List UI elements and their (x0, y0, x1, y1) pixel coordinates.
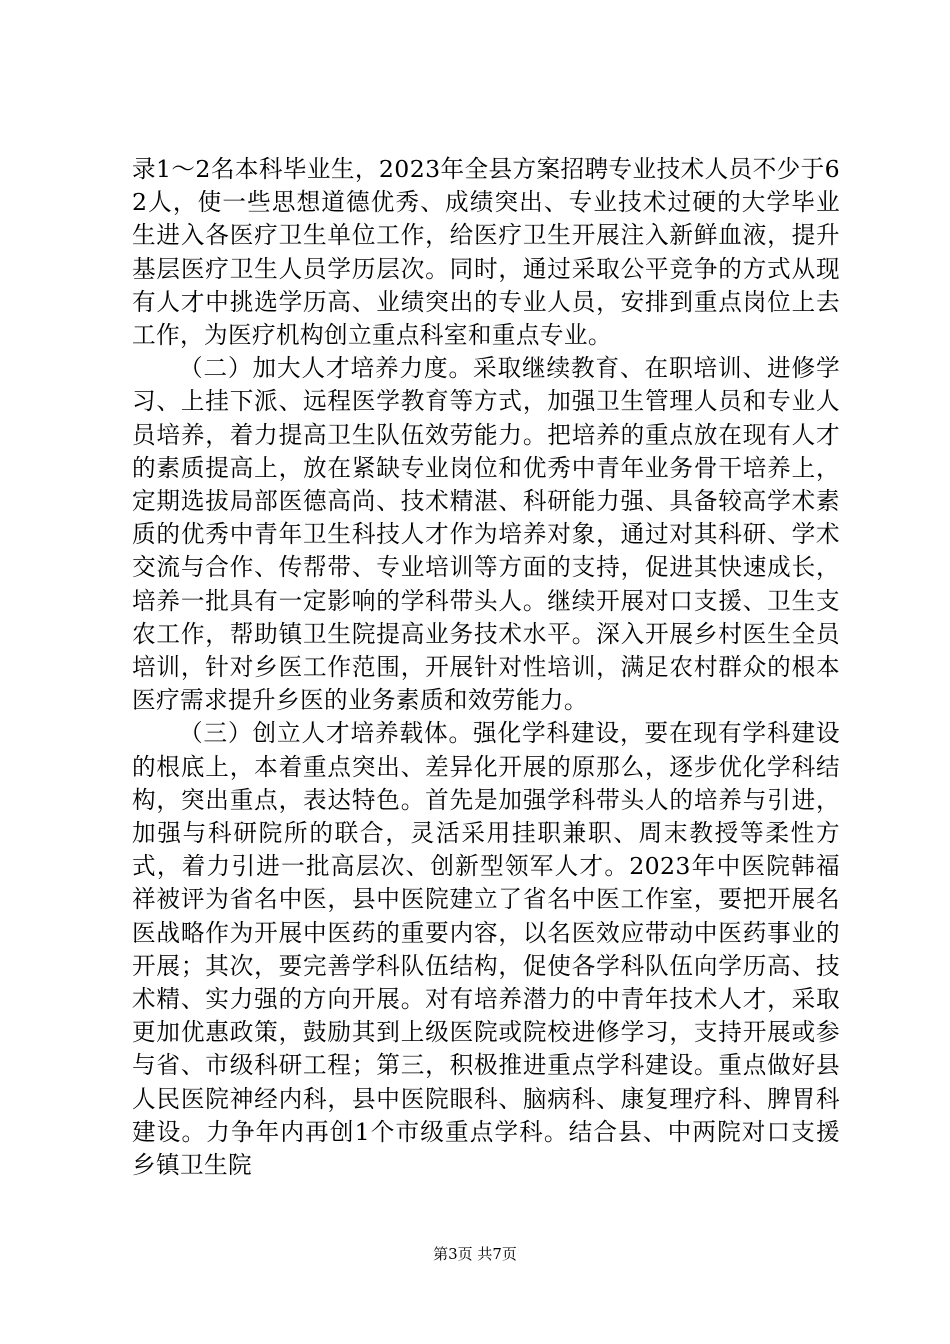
paragraph-talent-carrier: （三）创立人才培养载体。强化学科建设，要在现有学科建设的根底上，本着重点突出、差异化开展的原那么，逐步优化学科结构，突出重点，表达特色。首先是加强学科带头人的培养与引进，加强与科研院所的联合，灵活采用挂职兼职、周末教授等柔性方式，着力引进一批高层次、创新型领军人才。2023年中医院韩福祥被评为省名中医，县中医院建立了省名中医工作室，要把开展名医战略作为开展中医药的重要内容，以名医效应带动中医药事业的开展；其次，要完善学科队伍结构，促使各学科队伍向学历高、技术精、实力强的方向开展。对有培养潜力的中青年技术人才，采取更加优惠政策，鼓励其到上级医院或院校进修学习，支持开展或参与省、市级科研工程；第三，积极推进重点学科建设。重点做好县人民医院神经内科，县中医院眼科、脑病科、康复理疗科、脾胃科建设。力争年内再创1个市级重点学科。结合县、中两院对口支援乡镇卫生院 (132, 719, 840, 1180)
paragraph-recruitment-continued: 录1～2名本科毕业生，2023年全县方案招聘专业技术人员不少于62人，使一些思想道德优秀、成绩突出、专业技术过硬的大学毕业生进入各医疗卫生单位工作，给医疗卫生开展注入新鲜血液，提升基层医疗卫生人员学历层次。同时，通过采取公平竞争的方式从现有人才中挑选学历高、业绩突出的专业人员，安排到重点岗位上去工作，为医疗机构创立重点科室和重点专业。 (132, 155, 840, 350)
paragraph-talent-training: （二）加大人才培养力度。采取继续教育、在职培训、进修学习、上挂下派、远程医学教育等方式，加强卫生管理人员和专业人员培养，着力提高卫生队伍效劳能力。把培养的重点放在现有人才的素质提高上，放在紧缺专业岗位和优秀中青年业务骨干培养上，定期选拔局部医德高尚、技术精湛、科研能力强、具备较高学术素质的优秀中青年卫生科技人才作为培养对象，通过对其科研、学术交流与合作、传帮带、专业培训等方面的支持，促进其快速成长，培养一批具有一定影响的学科带头人。继续开展对口支援、卫生支农工作，帮助镇卫生院提高业务技术水平。深入开展乡村医生全员培训，针对乡医工作范围，开展针对性培训，满足农村群众的根本医疗需求提升乡医的业务素质和效劳能力。 (132, 354, 840, 715)
page-number-footer: 第3页 共7页 (433, 1245, 517, 1263)
document-body (132, 153, 840, 1182)
